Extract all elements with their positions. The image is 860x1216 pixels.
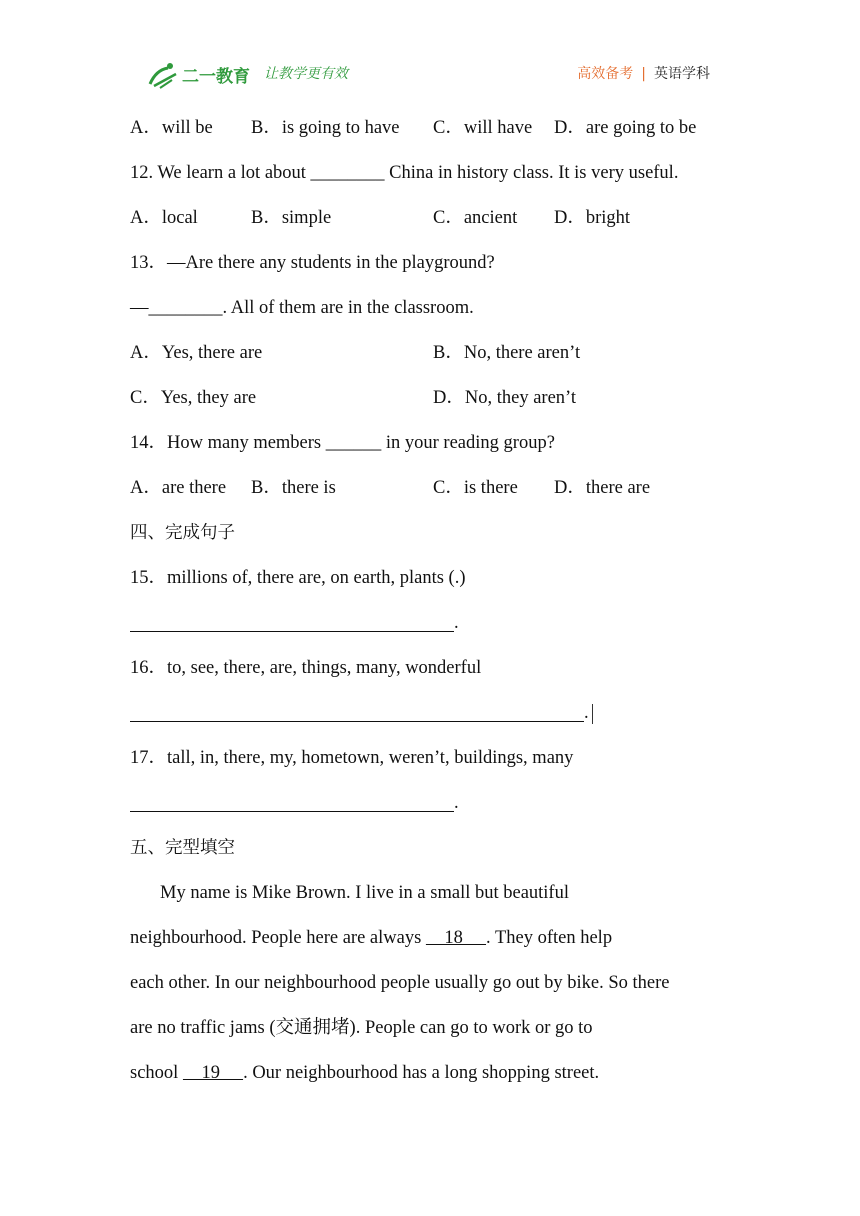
header-subject	[577, 63, 710, 83]
blank-18[interactable]: 18	[425, 928, 487, 948]
passage-line-2b: . They often help	[486, 928, 613, 948]
q13-option-a: A．Yes, there are	[130, 343, 263, 363]
page-header	[146, 56, 710, 96]
q14-option-d: D．there are	[554, 478, 651, 498]
q13-option-b: B．No, there aren’t	[433, 343, 581, 363]
q17-answer-line[interactable]	[130, 811, 454, 812]
q11-option-a: A．will be	[130, 118, 213, 138]
q14-option-c: C．is there	[433, 478, 518, 498]
q12-stem: 12. We learn a lot about ________ China in history class. It is very useful.	[130, 163, 679, 183]
passage-line-4: are no traffic jams (交通拥堵). People can go to work or go to	[130, 1018, 593, 1038]
q12-option-d: D．bright	[554, 208, 631, 228]
q15-answer-line[interactable]	[130, 631, 454, 632]
passage-line-2	[130, 926, 612, 950]
section5-heading: 五、完型填空	[130, 838, 235, 858]
passage-line-1: My name is Mike Brown. I live in a small but beautiful	[160, 883, 569, 903]
header-exam-label: 高效备考	[577, 66, 634, 82]
q17-period: .	[454, 793, 459, 813]
passage-line-3: each other. In our neighbourhood people usually go out by bike. So there	[130, 973, 670, 993]
q11-option-b: B．is going to have	[251, 118, 400, 138]
slogan: 让教学更有效	[264, 66, 348, 82]
q16-period: .	[584, 703, 589, 723]
q12-option-a: A．local	[130, 208, 198, 228]
q12-option-c: C．ancient	[433, 208, 518, 228]
q13-option-c: C．Yes, they are	[130, 388, 257, 408]
q14-stem: 14．How many members ______ in your reading group?	[130, 433, 555, 453]
passage-line-5b: . Our neighbourhood has a long shopping street.	[243, 1063, 600, 1083]
logo-icon	[146, 60, 258, 90]
q14-option-a: A．are there	[130, 478, 227, 498]
q11-option-d: D．are going to be	[554, 118, 697, 138]
header-separator: |	[641, 66, 646, 82]
passage-line-2a: neighbourhood. People here are always	[130, 928, 426, 948]
header-subject-label: 英语学科	[654, 66, 710, 82]
q14-option-b: B．there is	[251, 478, 336, 498]
q13-stem: 13．—Are there any students in the playground?	[130, 253, 495, 273]
passage-line-5a: school	[130, 1063, 183, 1083]
q13-option-d: D．No, they aren’t	[433, 388, 576, 408]
q16-prompt: 16．to, see, there, are, things, many, wonderful	[130, 658, 482, 678]
q12-option-b: B．simple	[251, 208, 332, 228]
q17-prompt: 17．tall, in, there, my, hometown, weren’t, buildings, many	[130, 748, 574, 768]
q13-stem-response: —________. All of them are in the classroom.	[130, 298, 474, 318]
section4-heading: 四、完成句子	[130, 523, 235, 543]
q11-option-c: C．will have	[433, 118, 533, 138]
q16-answer-line[interactable]	[130, 721, 584, 722]
logo-text: 二一教育	[182, 67, 250, 87]
text-cursor	[592, 704, 593, 724]
q15-period: .	[454, 613, 459, 633]
blank-19[interactable]: 19	[182, 1063, 244, 1083]
passage-line-5	[130, 1061, 599, 1085]
q15-prompt: 15．millions of, there are, on earth, plants (.)	[130, 568, 466, 588]
